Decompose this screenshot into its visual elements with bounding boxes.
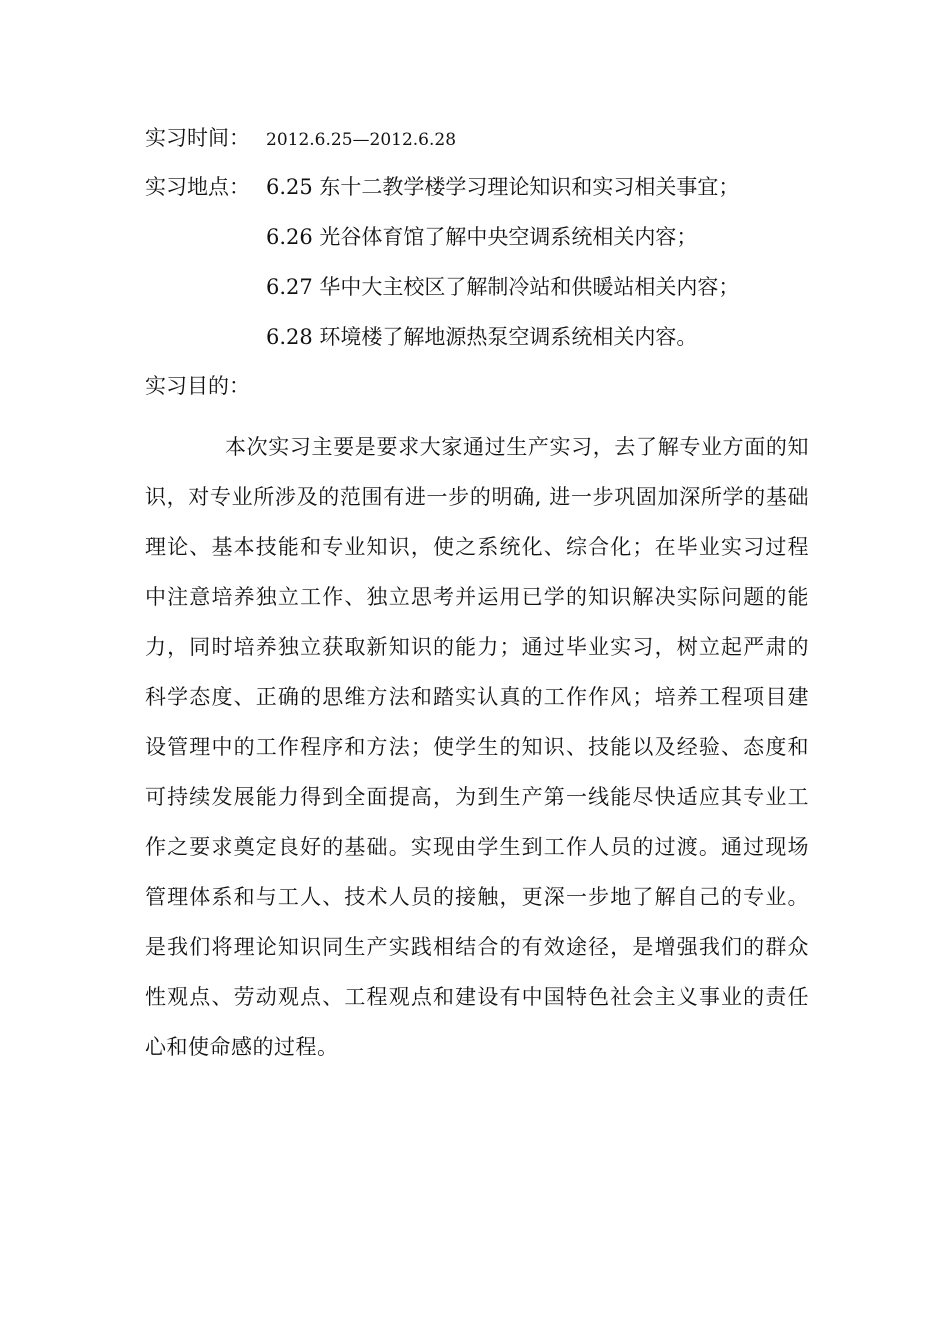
location-row — [145, 175, 250, 199]
purpose-row — [145, 374, 250, 398]
time-row — [145, 126, 250, 150]
location-item: 6.25 东十二教学楼学习理论知识和实习相关事宜； — [266, 175, 740, 199]
location-item: 6.27 华中大主校区了解制冷站和供暖站相关内容； — [266, 275, 740, 299]
location-item: 6.28 环境楼了解地源热泵空调系统相关内容。 — [266, 325, 698, 349]
purpose-paragraph: 本次实习主要是要求大家通过生产实习，去了解专业方面的知识，对专业所涉及的范围有进一步的明确, 进一步巩固加深所学的基础理论、基本技能和专业知识，使之系统化、综合化；在毕业实习过程中注意培养独立工作、独立思考并运用已学的知识解决实际问题的能力，同时培养独立获取新知识的能力；通过毕业实习，树立起严肃的科学态度、正确的思维方法和踏实认真的工作作风；培养工程项目建设管理中的工作程序和方法；使学生的知识、技能以及经验、态度和可持续发展能力得到全面提高，为到生产第一线能尽快适应其专业工作之要求奠定良好的基础。实现由学生到工作人员的过渡。通过现场管理体系和与工人、技术人员的接触，更深一步地了解自己的专业。是我们将理论知识同生产实践相结合的有效途径，是增强我们的群众性观点、劳动观点、工程观点和建设有中国特色社会主义事业的责任心和使命感的过程。 — [145, 435, 809, 1059]
location-label: 实习地点： — [145, 175, 250, 199]
time-label: 实习时间： — [145, 126, 250, 150]
time-value: 2012.6.25—2012.6.28 — [266, 130, 457, 150]
purpose-label: 实习目的： — [145, 374, 250, 398]
location-item: 6.26 光谷体育馆了解中央空调系统相关内容； — [266, 225, 698, 249]
